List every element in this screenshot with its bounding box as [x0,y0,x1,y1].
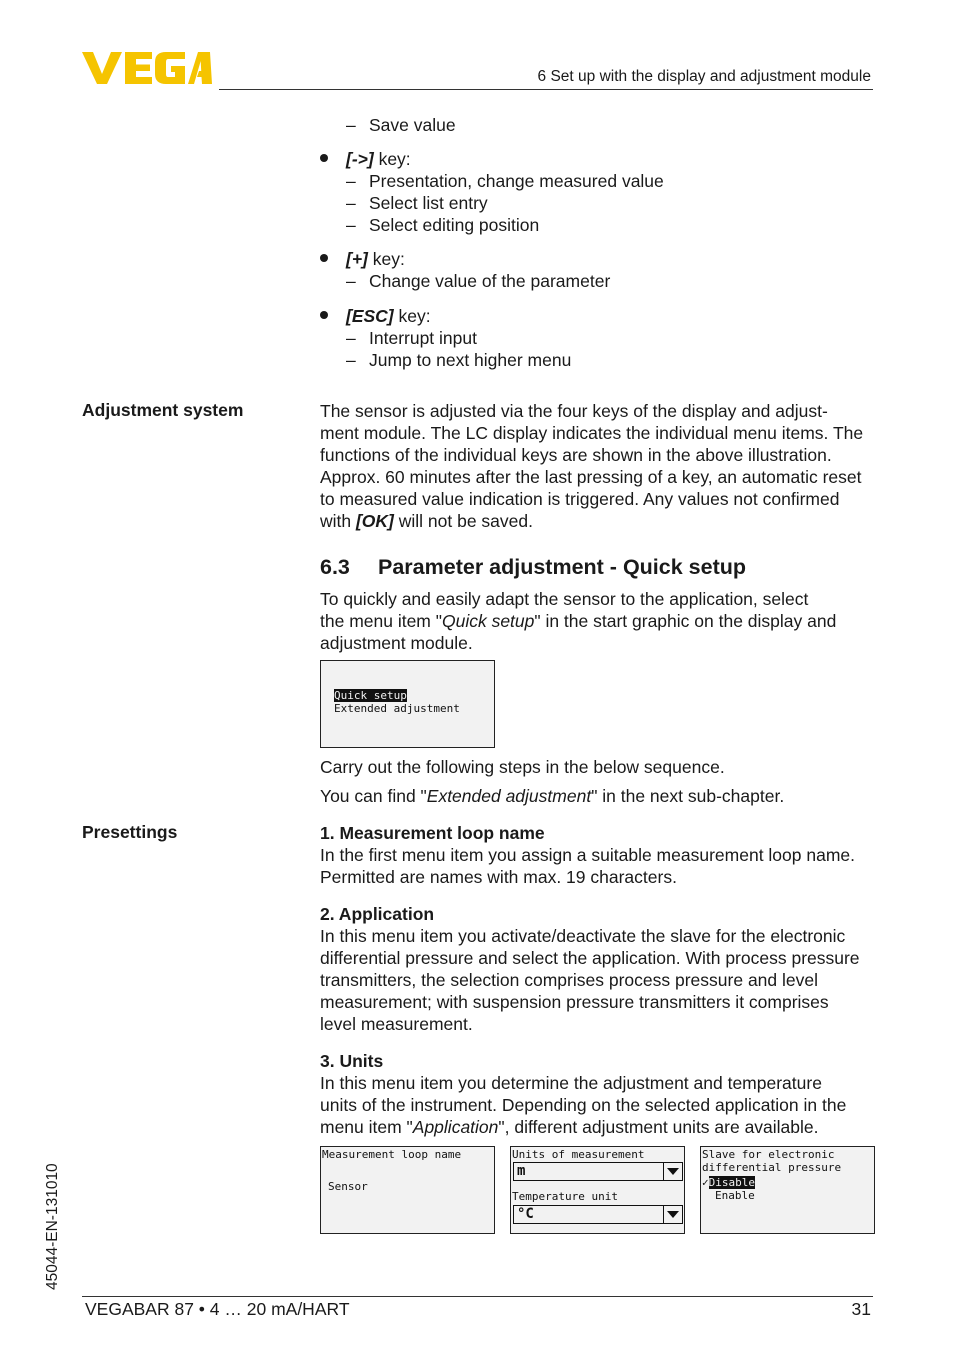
section-heading: 6.3 Parameter adjustment - Quick setup [320,555,746,579]
arrow-key-item: – Select list entry [346,193,488,213]
esc-key-bullet: [ESC] key: [320,305,431,327]
check-icon: ✓ [702,1176,709,1189]
quick-setup-item[interactable]: Quick setup [334,689,407,702]
slave-option-disable[interactable]: Disable [708,1176,755,1189]
plus-key-bullet: [+] key: [320,248,405,270]
start-menu-display [320,660,495,748]
bullet-dot [320,311,328,319]
step1-title: 1. Measurement loop name [320,823,545,843]
step3-title: 3. Units [320,1051,384,1071]
section-intro: To quickly and easily adapt the sensor to the application, select the menu item "Quick setup" in the start graphic on the display and adjustment module. [320,589,837,653]
header-rule [219,89,873,90]
arrow-key-item: – Select editing position [346,215,540,235]
extended-adjustment-item[interactable]: Extended adjustment [334,702,460,715]
slave-option-enable[interactable]: Enable [715,1189,755,1202]
find-note: You can find "Extended adjustment" in the next sub-chapter. [320,786,785,806]
step3-text: 3. Units In this menu item you determine the adjustment and temperature units of the instrument. Depending on the selected application in the menu item "Application", different adjustment units are available. [320,1050,880,1138]
adjustment-system-text: The sensor is adjusted via the four keys of the display and adjust- ment module. The LC display indicates the individual menu items. The functions of the individual keys are shown in the above illustration. Approx. 60 minutes after the last pressing of a key, an automatic reset to measured value indication is triggered. Any values not confirmed with [OK] will not be saved. [320,401,864,531]
footer-product: VEGABAR 87 • 4 … 20 mA/HART [85,1299,350,1319]
step2-text: 2. Application In this menu item you activate/deactivate the slave for the electronic differential pressure and select the application. With process pressure transmitters, the selection comprises process pressure and level measurement; with suspension pressure transmitters it comprises level measurement. [320,903,880,1035]
page-number: 31 [851,1299,871,1319]
units-of-measurement-select[interactable]: m [513,1162,683,1181]
chevron-down-icon[interactable] [663,1206,682,1223]
esc-key-item: – Interrupt input [346,328,477,348]
presettings-label: Presettings [82,822,178,842]
bullet-dot [320,154,328,162]
arrow-key-bullet: [->] key: [320,148,411,170]
loop-name-display [320,1146,495,1234]
units-of-measurement-label: Units of measurement [512,1148,645,1161]
loop-name-value[interactable]: Sensor [328,1180,368,1193]
slave-title-line1: Slave for electronic [702,1148,835,1161]
steps-note: Carry out the following steps in the below sequence. [320,757,725,777]
plus-key-item: – Change value of the parameter [346,271,611,291]
loop-name-title: Measurement loop name [322,1148,462,1161]
footer-rule [82,1296,873,1297]
temperature-unit-select[interactable]: °C [513,1205,683,1224]
save-value-item: – Save value [346,115,456,135]
header-section-title: 6 Set up with the display and adjustment module [537,68,871,85]
temperature-unit-label: Temperature unit [512,1190,618,1203]
slave-title-line2: differential pressure [702,1161,842,1174]
bullet-dot [320,254,328,262]
units-display [510,1146,685,1234]
arrow-key-item: – Presentation, change measured value [346,171,664,191]
adjustment-system-label: Adjustment system [82,400,244,420]
slave-display [700,1146,875,1234]
step2-title: 2. Application [320,904,435,924]
vega-logo [82,52,212,84]
chevron-down-icon[interactable] [663,1163,682,1180]
document-code: 45044-EN-131010 [44,1163,61,1290]
esc-key-item: – Jump to next higher menu [346,350,572,370]
step1-text: 1. Measurement loop name In the first menu item you assign a suitable measurement loop name. Permitted are names with max. 19 characters. [320,822,880,888]
